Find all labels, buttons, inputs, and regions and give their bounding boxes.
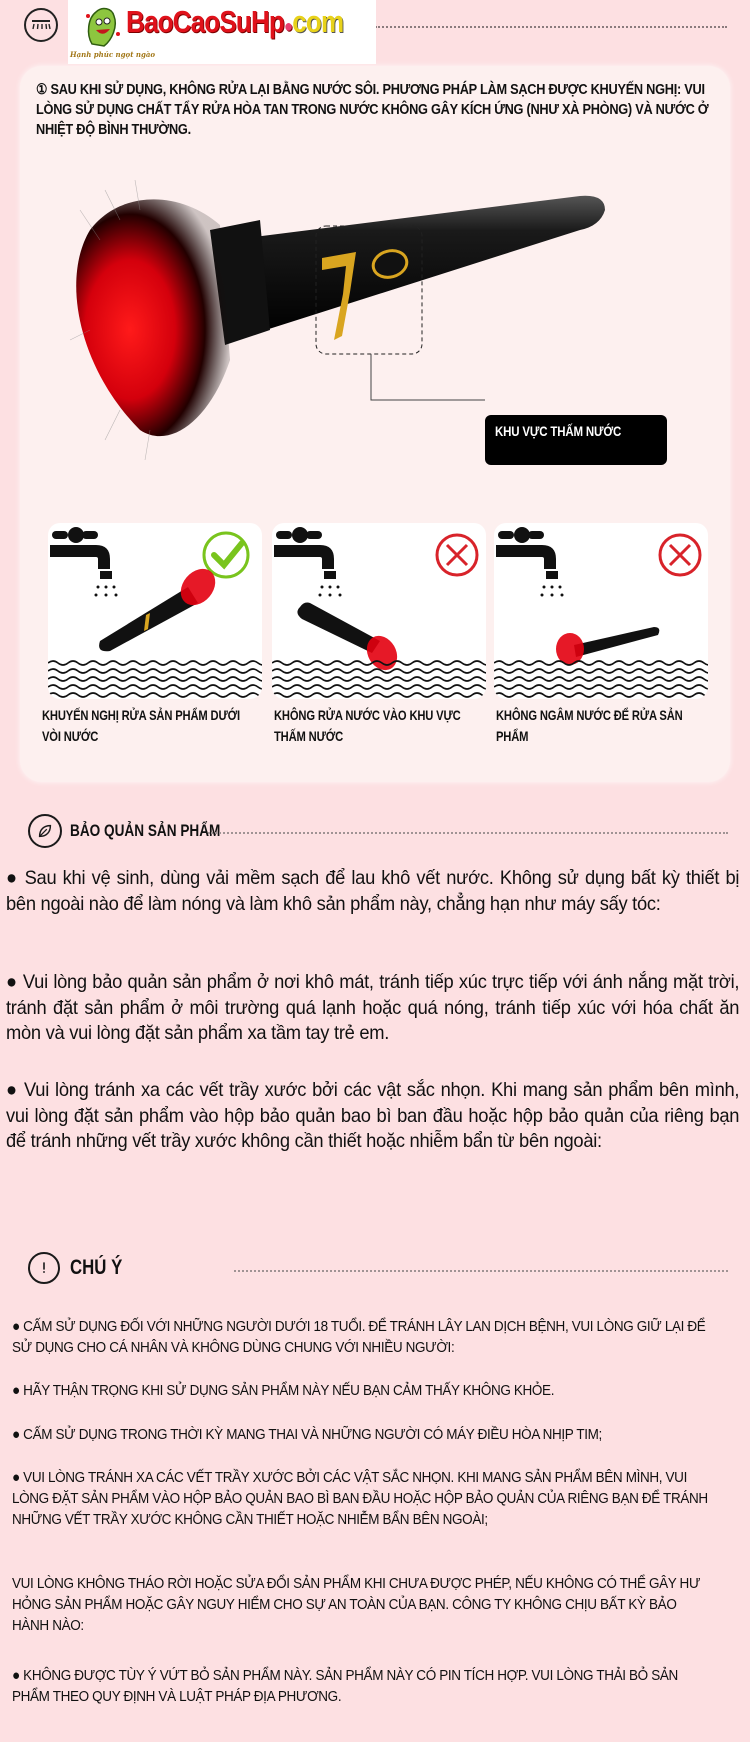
header-divider <box>375 26 727 28</box>
faucet-icon <box>50 527 118 597</box>
tile-caption-3: KHÔNG NGÂM NƯỚC ĐỂ RỬA SẢN PHẨM <box>496 707 683 744</box>
caution-item-6: ● KHÔNG ĐƯỢC TÙY Ý VỨT BỎ SẢN PHẨM NÀY. SẢN PHẨM NÀY CÓ PIN TÍCH HỢP. VUI LÒNG THẢI BỎ SẢN PHẨM THEO QUY ĐỊNH VÀ LUẬT PHÁP ĐỊA PHƯƠNG. <box>12 1667 678 1705</box>
logo-tagline: Hạnh phúc ngọt ngào <box>70 50 156 59</box>
caution-item-1: ● CẤM SỬ DỤNG ĐỐI VỚI NHỮNG NGƯỜI DƯỚI 18 TUỔI. ĐỂ TRÁNH LÂY LAN DỊCH BỆNH, VUI LÒNG GIỮ LẠI ĐỂ SỬ DỤNG CHO CÁ NHÂN VÀ KHÔNG DÙNG CHUNG VỚI NHIỀU NGƯỜI: <box>12 1318 706 1356</box>
logo-wordmark: BaoCaoSuHp●com <box>126 4 344 39</box>
leaf-icon <box>28 814 62 848</box>
caution-item-4: ● VUI LÒNG TRÁNH XA CÁC VẾT TRẦY XƯỚC BỞI CÁC VẬT SẮC NHỌN. KHI MANG SẢN PHẨM BÊN MÌNH, VUI LÒNG ĐẶT SẢN PHẨM VÀO HỘP BẢO QUẢN BAO BÌ BAN ĐẦU HOẶC HỘP BẢO QUẢN CỦA RIÊNG BẠN ĐỂ TRÁNH NHỮNG VẾT TRẦY XƯỚC KHÔNG CẦN THIẾT HOẶC NHIỄM BẨN BÊN NGOÀI; <box>12 1469 708 1528</box>
washing-guide-tiles <box>42 523 708 753</box>
tile-caption-1: KHUYẾN NGHỊ RỬA SẢN PHẨM DƯỚI VÒI NƯỚC <box>42 707 240 744</box>
site-logo[interactable] <box>68 0 376 64</box>
tile-no-water-on-absorbent-area <box>272 523 486 699</box>
caution-item-5: VUI LÒNG KHÔNG THÁO RỜI HOẶC SỬA ĐỔI SẢN PHẨM KHI CHƯA ĐƯỢC PHÉP, NẾU KHÔNG CÓ THỂ GÂY HƯ HỎNG SẢN PHẨM HOẶC GÂY NGUY HIỂM CHO SỰ AN TOÀN CỦA BẠN. CÔNG TY KHÔNG CHỊU BẤT KỲ BẢO HÀNH NÀO: <box>12 1575 701 1634</box>
tile-wash-under-tap <box>48 523 262 699</box>
caution-item-3: ● CẤM SỬ DỤNG TRONG THỜI KỲ MANG THAI VÀ NHỮNG NGƯỜI CÓ MÁY ĐIỀU HÒA NHỊP TIM; <box>12 1426 602 1443</box>
page-header <box>0 0 750 64</box>
storage-paragraph-3: ● Vui lòng tránh xa các vết trầy xước bởi các vật sắc nhọn. Khi mang sản phẩm bên mình, vui lòng đặt sản phẩm vào hộp bảo quản bao bì ban đầu hoặc hộp bảo quản của riêng bạn để tránh những vết trầy xước không cần thiết hoặc nhiễm bẩn từ bên ngoài: <box>6 1079 740 1152</box>
shower-icon <box>24 8 58 42</box>
absorbent-area-label: KHU VỰC THẤM NƯỚC <box>485 415 667 465</box>
caution-item-2: ● HÃY THẬN TRỌNG KHI SỬ DỤNG SẢN PHẨM NÀY NẾU BẠN CẢM THẤY KHÔNG KHỎE. <box>12 1382 555 1399</box>
faucet-icon <box>274 527 342 597</box>
tile-do-not-soak <box>494 523 708 699</box>
storage-section-heading <box>24 814 736 850</box>
storage-paragraph-2: ● Vui lòng bảo quản sản phẩm ở nơi khô mát, tránh tiếp xúc trực tiếp với ánh nắng mặt trời, tránh đặt sản phẩm ở môi trường quá lạnh hoặc quá nóng, tránh tiếp xúc với hóa chất ăn mòn và vui lòng đặt sản phẩm xa tầm tay trẻ em. <box>6 971 740 1044</box>
section-divider <box>208 832 728 834</box>
condom-mascot-icon <box>82 4 122 48</box>
storage-paragraph-1: ● Sau khi vệ sinh, dùng vải mềm sạch để lau khô vết nước. Không sử dụng bất kỳ thiết bị bên ngoài nào để làm nóng và làm khô sản phẩm này, chẳng hạn như máy sấy tóc: <box>6 867 740 915</box>
exclamation-circle-icon <box>28 1252 60 1284</box>
faucet-icon <box>496 527 564 597</box>
section-title: CHÚ Ý <box>70 1256 123 1279</box>
section-title: BẢO QUẢN SẢN PHẨM <box>70 821 221 840</box>
section-divider <box>234 1270 728 1272</box>
caution-section-heading <box>24 1252 736 1288</box>
tile-caption-2: KHÔNG RỬA NƯỚC VÀO KHU VỰC THẤM NƯỚC <box>274 707 461 744</box>
cleaning-instructions: ① SAU KHI SỬ DỤNG, KHÔNG RỬA LẠI BẰNG NƯỚC SÔI. PHƯƠNG PHÁP LÀM SẠCH ĐƯỢC KHUYẾN NGHỊ: VUI LÒNG SỬ DỤNG CHẤT TẨY RỬA HÒA TAN TRONG NƯỚC KHÔNG GÂY KÍCH ỨNG (NHƯ XÀ PHÒNG) VÀ NƯỚC Ở NHIỆT ĐỘ BÌNH THƯỜNG. <box>36 82 709 138</box>
